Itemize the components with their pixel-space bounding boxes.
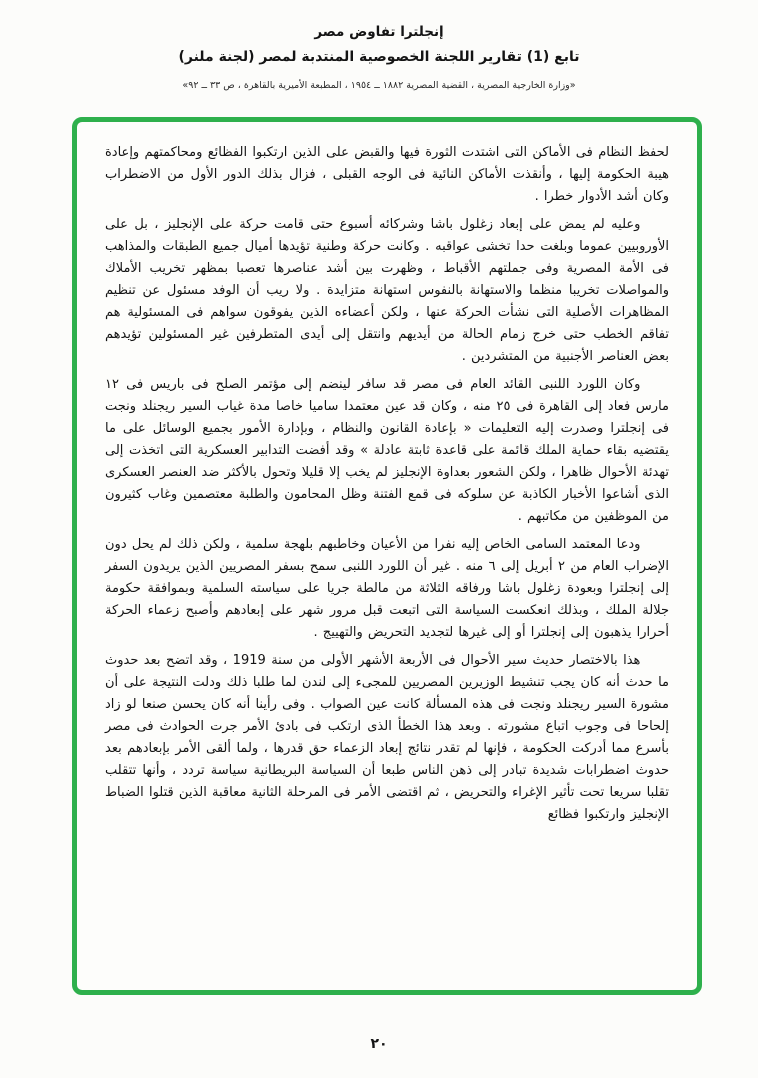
paragraph: وعليه لم يمض على إبعاد زغلول باشا وشركائه أسبوع حتى قامت حركة على الإنجليز ، بل على الأوروبيين عموما وبلغت حدا تخشى عواقبه . وكانت حركة وطنية تؤيدها أميال جميع الطبقات والمذاهب فى الأمة المصرية وفى جملتهم الأقباط ، وظهرت بين أشد عناصرها تعصبا بمظهر تخريب الأملاك والمواصلات تخريبا منظما والاستهانة بالنفوس استهانة متزايدة . ولا ريب أن الوفد مسئول عن تنظيم المظاهرات الأصلية التى نشأت الحركة عنها ، ولكن أعضاءه الذين يفوقون سواهم فى المسئولية هم تفاقم الخطب حتى خرج زمام الحالة من أيديهم وانتقل إلى أيدى المتطرفين غير المسئولين تؤيدهم بعض العناصر الأجنبية من المتشردين . — [105, 217, 669, 364]
page-footer — [0, 1033, 758, 1052]
paragraph: هذا بالاختصار حديث سير الأحوال فى الأربعة الأشهر الأولى من سنة 1919 ، وقد اتضح بعد حدوث ما حدث أنه كان يجب تنشيط الوزيرين المصريين للمجىء إلى لندن لما طلبا ذلك ودلت النتيجة على أن مشورة السير ريجنلد ونجت فى هذه المسألة كانت عين الصواب . وفى رأينا أنه كان يحسن صنعا لو زاد إلحاحا فى وجوب اتباع مشورته . وبعد هذا الخطأ الذى ارتكب فى بادئ الأمر جرت الحوادث فى مصر بأسرع مما أدركت الحكومة ، فإنها لم تقدر نتائج إبعاد الزعماء حق قدرها ، ولما ألقى الأمر بإبعادهم بعد حدوث اضطرابات شديدة تبادر إلى ذهن الناس طبعا أن السياسة البريطانية سياسة تردد ، وأنها تتقلب تقلبا سريعا تحت تأثير الإغراء والتحريض ، ثم اقتضى الأمر فى المرحلة الثانية معاقبة الذين قتلوا الضباط الإنجليز وارتكبوا فظائع — [105, 653, 669, 822]
green-border-frame — [72, 117, 702, 995]
paragraph: وكان اللورد اللنبى القائد العام فى مصر قد سافر لينضم إلى مؤتمر الصلح فى باريس فى ١٢ مارس فعاد إلى القاهرة فى ٢٥ منه ، وكان قد عين معتمدا ساميا خاصا مدة غياب السير ريجنلد ونجت فى إنجلترا وصدرت إليه التعليمات « بإعادة القانون والنظام ، وبإدارة الأمور بجميع الوسائل على ما يقتضيه بقاء حماية الملك قائمة على قاعدة ثابتة عادلة » وقد أفضت التدابير العسكرية التى اتخذت إلى تهدئة الأحوال ظاهرا ، ولكن الشعور بعداوة الإنجليز لم يخب إلا قليلا وتحول بالأكثر ضد العنصر العسكرى الذى أشاعوا الأخبار الكاذبة عن سلوكه فى قمع الفتنة وظل المحامون والطلبة معتصمين وغاب كثيرون من الموظفين من مكاتبهم . — [105, 377, 669, 524]
body-paragraphs — [105, 142, 669, 826]
paragraph: ودعا المعتمد السامى الخاص إليه نفرا من الأعيان وخاطبهم بلهجة سلمية ، ولكن ذلك لم يحل دون الإضراب العام من ٢ أبريل إلى ٦ منه . غير أن اللورد اللنبى سمح بسفر المصريين الذين يريدون السفر إلى إنجلترا وبعودة زغلول باشا ورفاقه الثلاثة من مالطة جريا على سياسته السلمية وبموافقة حكومة جلالة الملك ، وبذلك انعكست السياسة التى اتبعت قبل مرور شهر على إبعادهم وأصبح زعماء الحركة أحرارا يذهبون إلى إنجلترا أو إلى غيرها لتجديد التحريض والتهييج . — [105, 537, 670, 640]
document-title: إنجلترا تفاوض مصر — [314, 24, 444, 40]
paragraph: لحفظ النظام فى الأماكن التى اشتدت الثورة فيها والقبض على الذين ارتكبوا الفظائع ومحاكمتهم وإعادة هيبة الحكومة إليها ، وأنقذت الأماكن النائية فى الوجه القبلى ، فزال بذلك الدور الأول من الاضطراب وكان أشد الأدوار خطرا . — [105, 145, 669, 204]
page-number: ٢٠ — [370, 1036, 388, 1052]
document-source-line: «وزارة الخارجية المصرية ، القضية المصرية ١٨٨٢ ــ ١٩٥٤ ، المطبعة الأميرية بالقاهرة ، ص ٣٣ ــ ٩٢» — [182, 80, 576, 91]
document-subtitle: تابع (1) تقارير اللجنة الخصوصية المنتدبة لمصر (لجنة ملنر) — [178, 49, 580, 65]
document-header — [0, 0, 758, 91]
